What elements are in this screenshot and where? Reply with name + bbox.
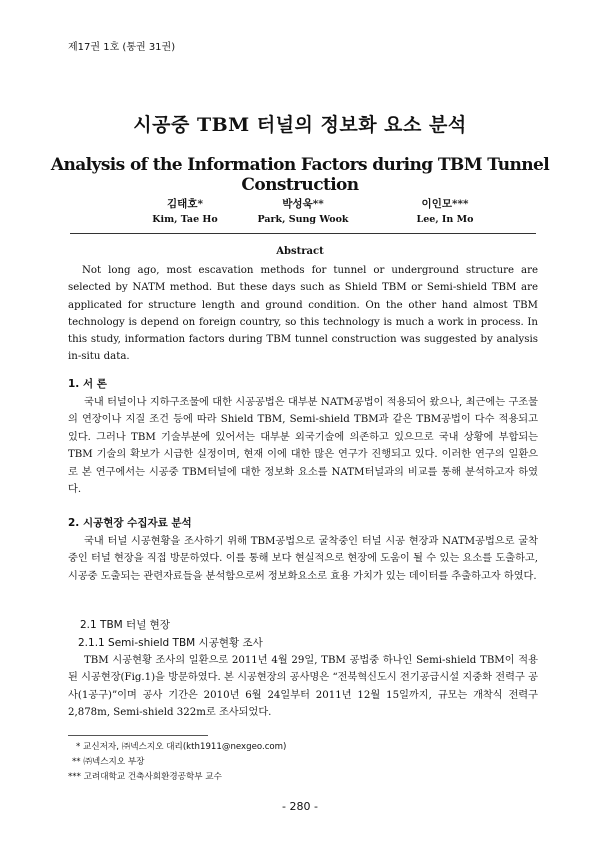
footnote-1: * 교신저자, ㈜넥스지오 대리(kth1911@nexgeo.com) [76,742,287,752]
author-1-korean-name: 김태호* [167,198,203,210]
section-2-1-1-paragraph: TBM 시공현황 조사의 일환으로 2011년 4월 29일, TBM 공법중 하나인 Semi-shield TBM이 적용된 시공현장(Fig.1)을 방문하였다. 본 시공현장의 공사명은 “전북혁신도시 전기공급시설 지중화 전력구 공사(1공구)”이며 공사 기간은 2010년 6월 24일부터 2011년 12월 15일까지, 규모는 개착식 전력구 2,878m, Semi-shield 322m로 조사되었다. [68,655,538,719]
section-2-heading: 2. 시공현장 수집자료 분석 [68,517,192,529]
section-2-1-1-heading: 2.1.1 Semi-shield TBM 시공현황 조사 [78,637,263,649]
section-1-paragraph: 국내 터널이나 지하구조물에 대한 시공공법은 대부분 NATM공법이 적용되어 왔으나, 최근에는 구조물의 연장이나 지질 조건 등에 따라 Shield TBM, Semi-shield TBM과 같은 TBM공법이 다수 적용되고 있다. 그러나 TBM 기술부분에 있어서는 대부분 외국기술에 의존하고 있으므로 국내 상황에 부합되는 TBM 기술의 확보가 시급한 실정이며, 현재 이에 대한 많은 연구가 진행되고 있다. 이러한 연구의 일환으로 본 연구에서는 시공중 TBM터널에 대한 정보화 요소를 NATM터널과의 비교를 통해 분석하고자 하였다. [68,397,538,496]
title-korean: 시공중 TBM 터널의 정보화 요소 분석 [133,114,467,136]
author-3-english-name: Lee, In Mo [416,214,474,225]
title-english: Analysis of the Information Factors during TBM Tunnel Construction [50,155,550,195]
author-2 [248,196,358,228]
author-1-english-name: Kim, Tae Ho [152,214,218,225]
section-2-paragraph: 국내 터널 시공현황을 조사하기 위해 TBM공법으로 굴착중인 터널 시공 현장과 NATM공법으로 굴착중인 터널 현장을 직접 방문하였다. 이를 통해 보다 현실적으로 현장에 도움이 될 수 있는 요소를 도출하고, 시공중 도출되는 관련자료들을 분석함으로써 정보화요소로 효용 가치가 있는 데이터를 추출하고자 하였다. [68,536,538,582]
author-2-korean-name: 박성욱** [282,198,324,210]
page-number: - 280 - [282,800,318,813]
section-1-heading: 1. 서 론 [68,378,107,390]
footnote-divider [68,735,208,736]
author-3-korean-name: 이인모*** [421,198,469,210]
section-2-1-heading: 2.1 TBM 터널 현장 [80,619,170,631]
author-3 [390,196,500,228]
abstract-text: Not long ago, most escavation methods for tunnel or underground structure are selected by NATM method. But these days such as Shield TBM or Semi-shield TBM are applicated for structure length and ground condition. On the other hand almost TBM technology is depend on foreign country, so this technology is much a work in process. In this study, information factors during TBM tunnel construction was suggested by analysis in-situ data. [68,265,538,363]
footnote-2: ** ㈜넥스지오 부장 [72,757,145,767]
footnote-3: *** 고려대학교 건축사회환경공학부 교수 [68,772,222,782]
header-divider [70,233,536,234]
abstract-heading: Abstract [276,246,324,257]
author-2-english-name: Park, Sung Wook [257,214,349,225]
author-1 [130,196,240,228]
footnotes [68,740,286,785]
running-head: 제17권 1호 (통권 31권) [68,42,176,53]
